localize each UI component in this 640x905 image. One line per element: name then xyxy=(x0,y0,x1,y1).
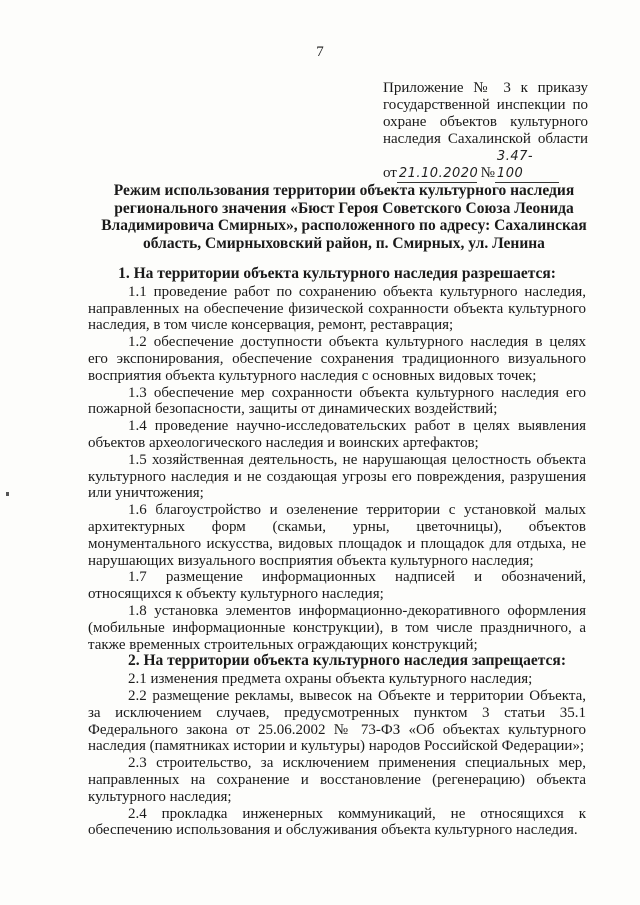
list-item: 1.1 проведение работ по сохранению объекта культурного наследия, направленных на обеспечение физической сохранности объекта культурного наследия, в том числе консервация, ремонт, реставрация; xyxy=(88,283,586,334)
list-item: 1.6 благоустройство и озеленение территории с установкой малых архитектурных форм (скамьи, урны, цветочницы), объектов монументального искусства, видовых площадок и площадок для отдыха, не нарушающих визуального восприятия объекта культурного наследия; xyxy=(88,502,586,569)
handwritten-number: 3.47-100 xyxy=(495,148,559,183)
date-prefix: от xyxy=(383,165,397,181)
annex-line: Приложение № 3 к приказу xyxy=(383,80,588,96)
section-heading-allowed: 1. На территории объекта культурного наследия разрешается: xyxy=(118,265,556,282)
title-line: область, Смирныховский район, п. Смирных, ул. Ленина xyxy=(143,234,545,252)
annex-date-line xyxy=(383,148,588,183)
list-item: 1.7 размещение информационных надписей и обозначений, относящихся к объекту культурного наследия; xyxy=(88,569,586,603)
list-item: 2.3 строительство, за исключением применения специальных мер, направленных на сохранение и восстановление (регенерацию) объекта культурного наследия; xyxy=(88,755,586,805)
list-item: 1.3 обеспечение мер сохранности объекта культурного наследия его пожарной безопасности, защиты от динамических воздействий; xyxy=(88,384,586,418)
section-heading-prohibited: 2. На территории объекта культурного наследия запрещается: xyxy=(128,652,566,670)
list-item: 2.2 размещение рекламы, вывесок на Объекте и территории Объекта, за исключением случаев, предусмотренных пунктом 3 статьи 35.1 Федерального закона от 25.06.2002 № 73-ФЗ «Об объектах культурного наследия (памятниках истории и культуры) народов Российской Федерации»; xyxy=(88,687,586,755)
title-line: Владимировича Смирных», расположенного по адресу: Сахалинская xyxy=(101,217,587,234)
list-item: 1.8 установка элементов информационно-декоративного оформления (мобильные информационные конструкции), в том числе праздничного, а также временных строительных ограждающих конструкций; xyxy=(88,602,586,653)
document-title xyxy=(96,182,592,252)
number-prefix: № xyxy=(480,165,495,181)
annex-block xyxy=(383,80,588,183)
scan-mark xyxy=(6,492,9,496)
list-item: 2.1 изменения предмета охраны объекта культурного наследия; xyxy=(128,671,533,688)
title-line: Режим использования территории объекта культурного наследия xyxy=(113,182,575,199)
annex-line: охране объектов культурного xyxy=(383,114,588,130)
list-item: 2.4 прокладка инженерных коммуникаций, не относящихся к обеспечению использования и обслуживания объекта культурного наследия. xyxy=(88,805,586,839)
annex-line: государственной инспекции по xyxy=(383,97,588,113)
title-line: регионального значения «Бюст Героя Советского Союза Леонида xyxy=(114,199,574,217)
annex-line: наследия Сахалинской области xyxy=(383,131,588,147)
list-item: 1.4 проведение научно-исследовательских работ в целях выявления объектов археологического наследия и воинских артефактов; xyxy=(88,418,586,451)
page-number: 7 xyxy=(316,44,324,60)
document-body xyxy=(88,263,586,839)
list-item: 1.5 хозяйственная деятельность, не нарушающая целостность объекта культурного наследия и не создающая угрозы его повреждения, разрушения или уничтожения; xyxy=(88,451,586,502)
handwritten-date: 21.10.2020 xyxy=(398,166,479,181)
list-item: 1.2 обеспечение доступности объекта культурного наследия в целях его экспонирования, обеспечение сохранения традиционного визуального восприятия объекта культурного наследия с основных видовых точек; xyxy=(88,334,586,384)
